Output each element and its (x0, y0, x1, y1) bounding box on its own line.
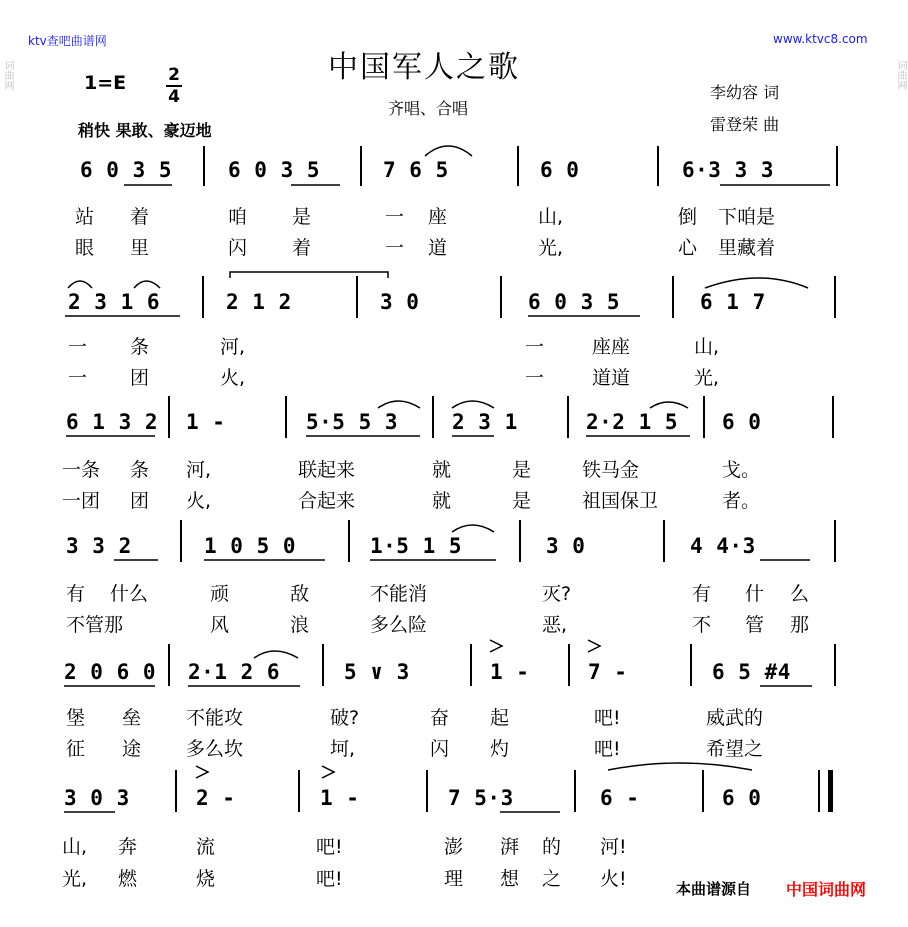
lyric: 火, (186, 490, 212, 512)
lyric: 澎 (444, 836, 464, 858)
measure: 6 1 7 (700, 290, 766, 314)
lyric: 山, (62, 836, 88, 858)
lyric: 倒 (678, 206, 698, 228)
lyric: 就 (432, 490, 452, 512)
lyric: 不能消 (370, 583, 428, 605)
lyric: 有 (692, 583, 712, 605)
lyric: 铁马金 (582, 459, 640, 481)
measure: 4 4·3 (690, 534, 756, 558)
lyric: 一条 (62, 459, 101, 481)
lyric: 一 (525, 367, 545, 389)
lyric: 条 (130, 459, 150, 481)
lyric: 座 (428, 206, 448, 228)
lyric: 风 (210, 614, 230, 636)
lyric: 闪 (228, 237, 248, 259)
lyric: 条 (130, 336, 150, 358)
lyric: 灼 (490, 738, 510, 760)
lyric: 不 (692, 614, 712, 636)
measure: 2 3 1 (452, 410, 518, 434)
measure: 1 0 5 0 (204, 534, 297, 558)
lyric: 管 (745, 614, 765, 636)
lyric: 火, (220, 367, 246, 389)
lyric: 么 (790, 583, 810, 605)
lyric: 想 (500, 868, 520, 890)
side-watermark-left: 词曲网 (2, 60, 13, 90)
time-signature-top: 2 (168, 65, 180, 85)
lyric: 烧 (196, 868, 216, 890)
lyric: 什 (745, 583, 765, 605)
lyric: 灭? (542, 583, 572, 605)
lyric: 一 (525, 336, 545, 358)
tempo-marking: 稍快 果敢、豪迈地 (78, 121, 212, 140)
time-signature-bottom: 4 (168, 87, 180, 107)
lyric: 不能攻 (186, 707, 244, 729)
lyric: 联起来 (298, 459, 356, 481)
measure: 2·1 2 6 (188, 660, 281, 684)
lyric: 一 (68, 336, 88, 358)
lyric: 就 (432, 459, 452, 481)
lyric: 敌 (290, 583, 310, 605)
lyric: 一 (385, 206, 405, 228)
measure: 7 6 5 (383, 158, 449, 182)
lyric: 浪 (290, 614, 310, 636)
source-site-link[interactable]: 中国词曲网 (786, 880, 867, 899)
lyric: 者。 (722, 490, 761, 512)
lyric: 起 (490, 707, 510, 729)
measure: 3 0 (380, 290, 420, 314)
lyric: 戈。 (722, 459, 761, 481)
measure: 7 - (588, 660, 628, 684)
lyric: 着 (130, 206, 150, 228)
composer-credit: 雷登荣 曲 (710, 115, 780, 134)
measure: 1·5 1 5 (370, 534, 463, 558)
lyric: 多么险 (370, 614, 428, 636)
lyric: 河! (600, 836, 627, 858)
lyric: 燃 (118, 868, 138, 890)
measure: 6 5 #4 (712, 660, 791, 684)
lyric: 站 (75, 206, 95, 228)
lyric: 坷, (330, 738, 356, 760)
lyric: 合起来 (298, 490, 356, 512)
lyric: 咱 (228, 206, 248, 228)
measure: 6 1 3 2 (66, 410, 159, 434)
lyric: 恶, (542, 614, 568, 636)
measure: 6 0 3 5 (80, 158, 173, 182)
lyric: 的 (542, 836, 562, 858)
lyric: 吧! (316, 836, 343, 858)
lyric: 不管那 (66, 614, 124, 636)
lyric: 祖国保卫 (582, 490, 659, 512)
measure: 6 - (600, 786, 640, 810)
lyric: 光, (62, 868, 88, 890)
lyric: 吧! (594, 738, 621, 760)
watermark-left: ktv查吧曲谱网 (28, 34, 107, 48)
watermark-right: www.ktvc8.com (773, 32, 868, 46)
lyric: 之 (542, 868, 562, 890)
measure: 6 0 3 5 (228, 158, 321, 182)
measure: 6·3 3 3 (682, 158, 775, 182)
lyric: 里藏着 (718, 237, 776, 259)
lyric: 征 (66, 738, 86, 760)
lyric: 途 (122, 738, 142, 760)
measure: 2·2 1 5 (586, 410, 679, 434)
lyric: 破? (330, 707, 360, 729)
measure: 3 0 (546, 534, 586, 558)
song-title: 中国军人之歌 (328, 50, 520, 85)
measure: 5·5 5 3 (306, 410, 399, 434)
lyric: 奔 (118, 836, 138, 858)
measure: 6 0 (722, 786, 762, 810)
lyric: 一团 (62, 490, 101, 512)
lyric: 多么坎 (186, 738, 244, 760)
lyric: 着 (292, 237, 312, 259)
lyric: 是 (512, 490, 532, 512)
lyric: 座座 (592, 336, 631, 358)
lyric: 团 (130, 367, 150, 389)
lyric: 光, (694, 367, 720, 389)
lyric: 心 (678, 237, 698, 259)
measure: 3 3 2 (66, 534, 132, 558)
lyric: 什么 (110, 583, 149, 605)
lyric: 火! (600, 868, 627, 890)
measure: 6 0 3 5 (528, 290, 621, 314)
lyric: 道 (428, 237, 448, 259)
lyric: 道道 (592, 367, 631, 389)
lyric: 有 (66, 583, 86, 605)
lyric: 山, (538, 206, 564, 228)
lyric: 垒 (122, 707, 142, 729)
lyric: 闪 (430, 738, 450, 760)
lyric: 奋 (430, 707, 450, 729)
measure: 1 - (320, 786, 360, 810)
measure: 1 - (490, 660, 530, 684)
lyric: 河, (220, 336, 246, 358)
measure: 2 3 1 6 (68, 290, 161, 314)
lyric: 里 (130, 237, 150, 259)
measure: 2 - (196, 786, 236, 810)
source-label: 本曲谱源自 (676, 880, 752, 898)
lyric: 团 (130, 490, 150, 512)
measure: 1 - (186, 410, 226, 434)
lyric: 流 (196, 836, 216, 858)
lyric: 威武的 (706, 707, 764, 729)
key-signature: 1=E (84, 72, 127, 94)
lyric: 眼 (75, 237, 95, 259)
lyric: 吧! (594, 707, 621, 729)
lyric: 山, (694, 336, 720, 358)
measure: 6 0 (722, 410, 762, 434)
lyric: 一 (385, 237, 405, 259)
lyric: 希望之 (706, 738, 764, 760)
measure: 5 ∨ 3 (344, 660, 410, 684)
measure: 2 1 2 (226, 290, 292, 314)
lyricist-credit: 李幼容 词 (710, 83, 780, 102)
side-watermark-right: 词曲网 (895, 60, 906, 90)
lyric: 堡 (66, 707, 86, 729)
lyric: 顽 (210, 583, 230, 605)
measure: 7 5·3 (448, 786, 514, 810)
lyric: 是 (292, 206, 312, 228)
lyric: 湃 (500, 836, 520, 858)
lyric: 下咱是 (718, 206, 776, 228)
measure: 2 0 6 0 (64, 660, 157, 684)
song-subtitle: 齐唱、合唱 (388, 99, 469, 118)
lyric: 河, (186, 459, 212, 481)
lyric: 那 (790, 614, 810, 636)
lyric: 一 (68, 367, 88, 389)
lyric: 理 (444, 868, 464, 890)
measure: 6 0 (540, 158, 580, 182)
lyric: 吧! (316, 868, 343, 890)
measure: 3 0 3 (64, 786, 130, 810)
lyric: 是 (512, 459, 532, 481)
lyric: 光, (538, 237, 564, 259)
